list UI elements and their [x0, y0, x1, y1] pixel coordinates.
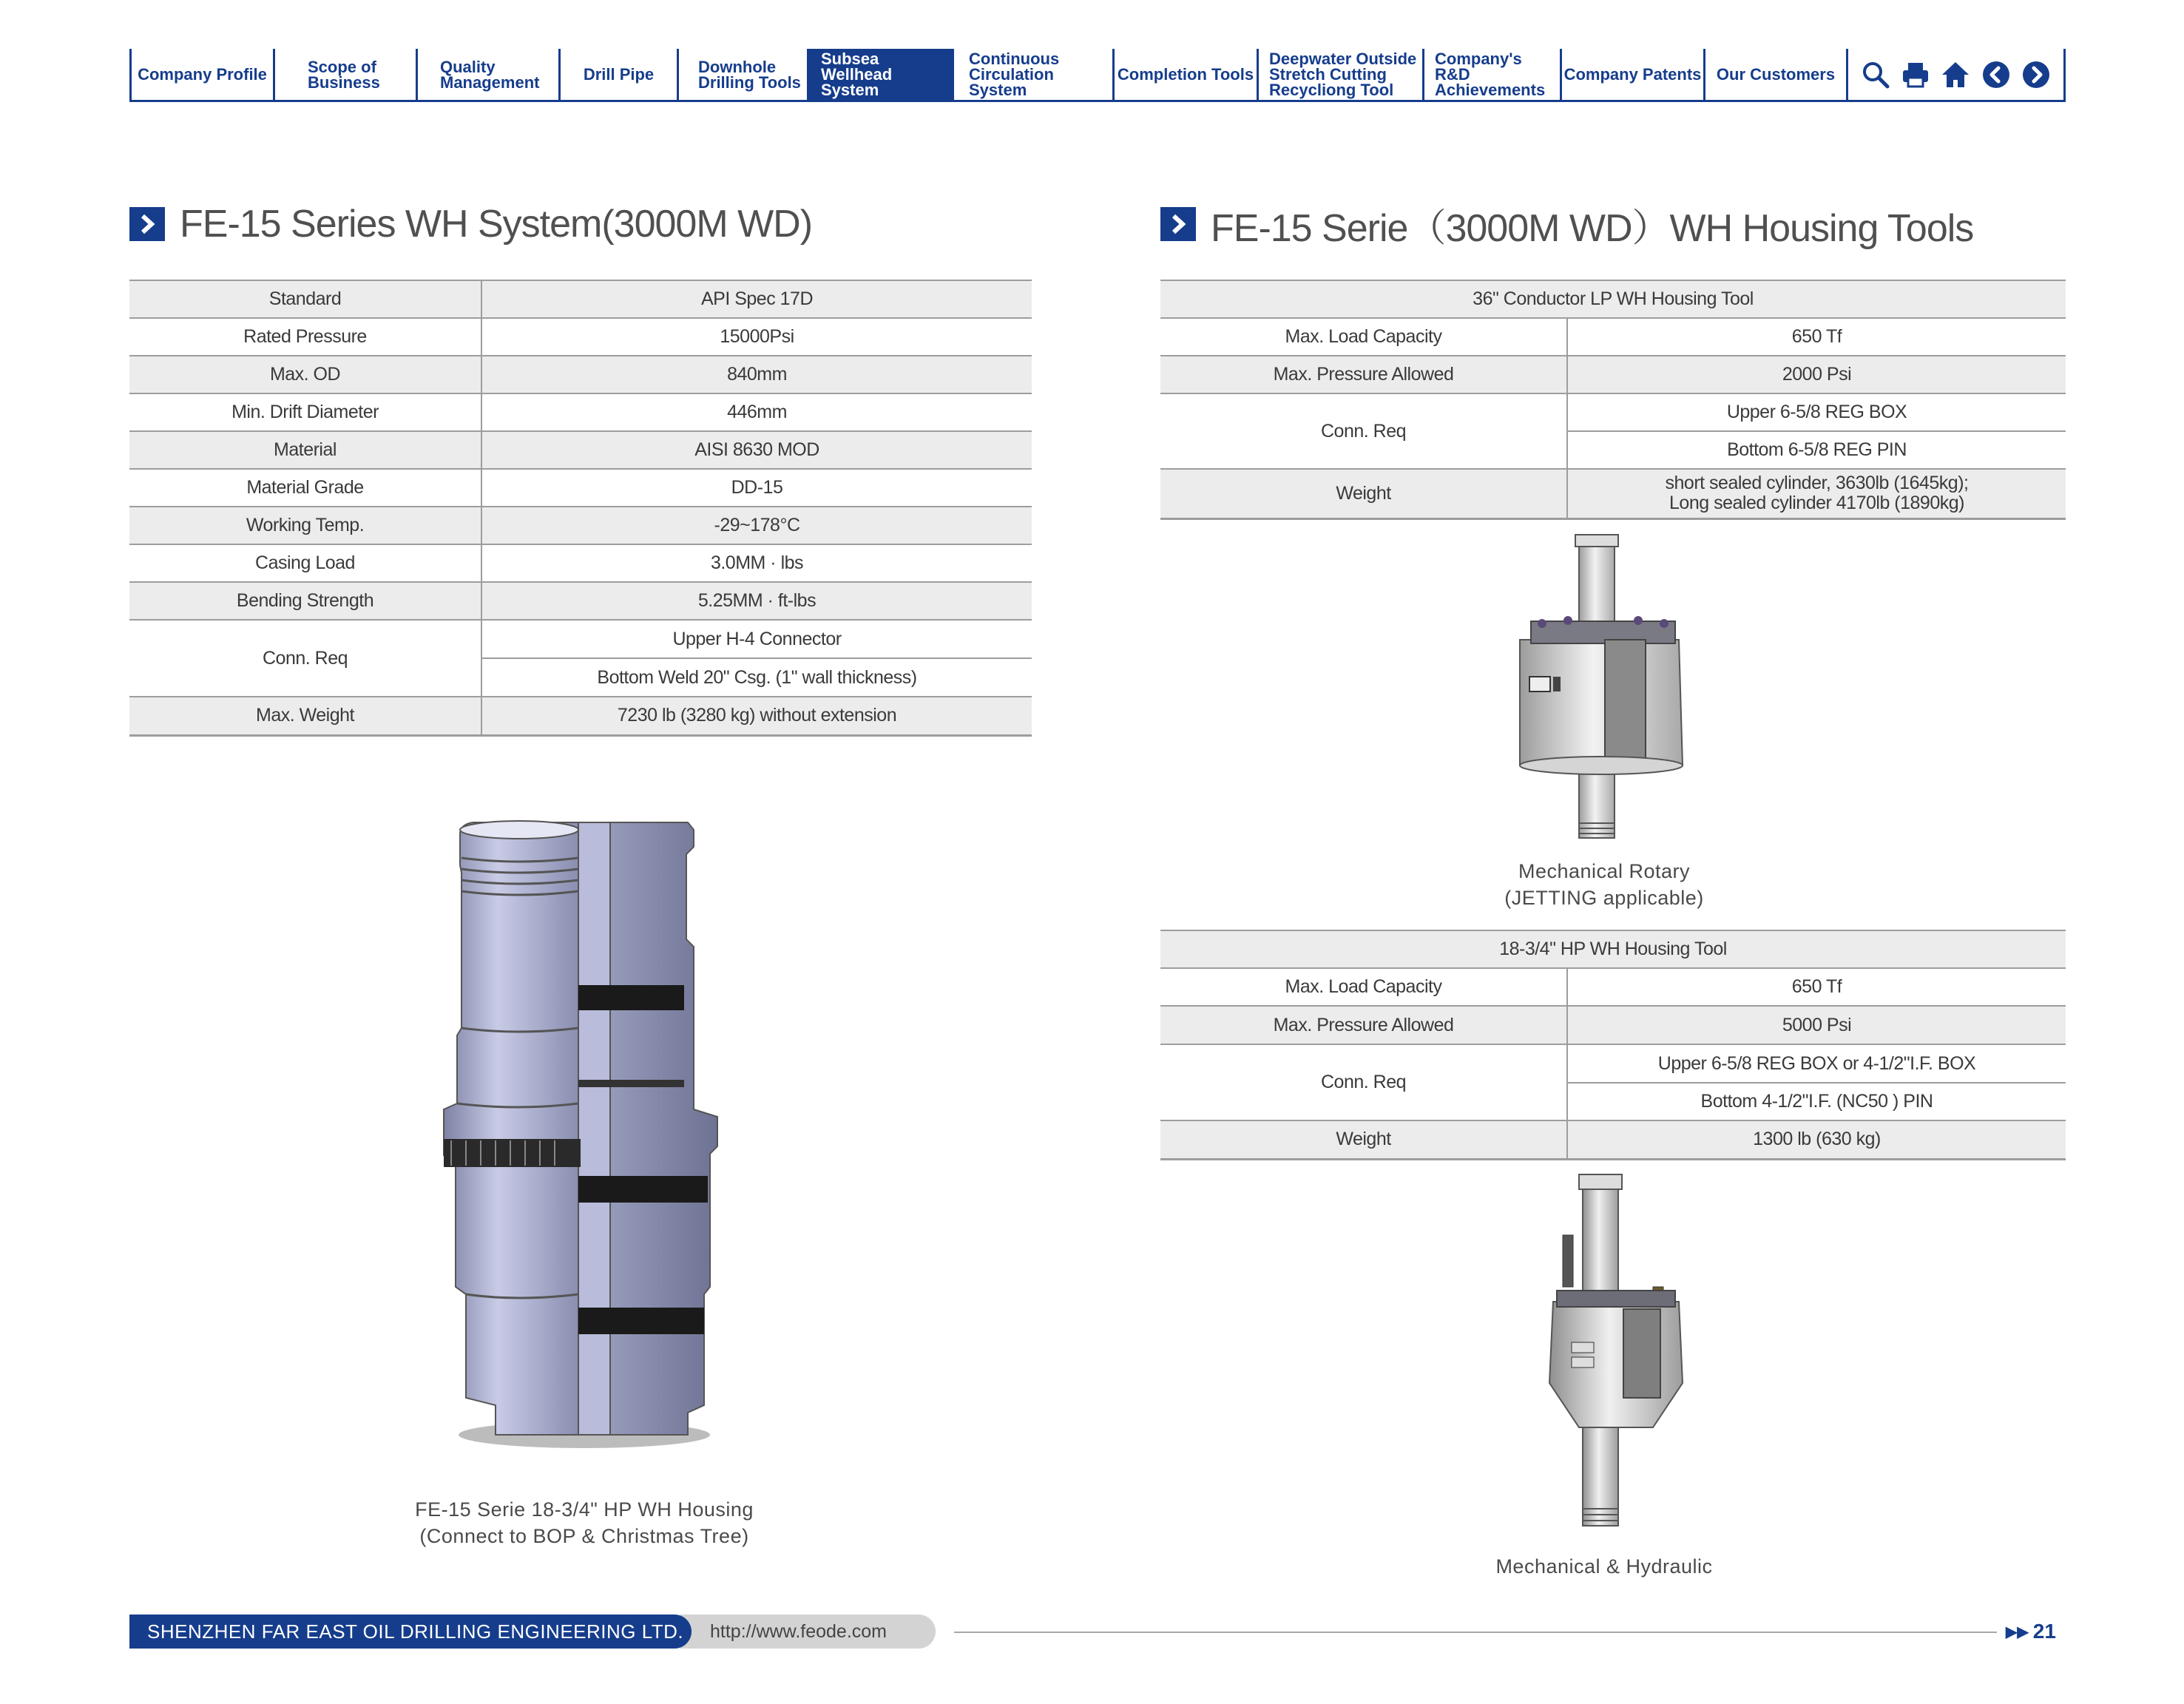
table-row — [1160, 356, 2066, 393]
weight-line: short sealed cylinder, 3630lb (1645kg); — [1665, 473, 1969, 494]
search-icon[interactable] — [1861, 60, 1890, 89]
caption-line: Mechanical Rotary — [1518, 860, 1691, 882]
footer-company-bar — [129, 1615, 692, 1649]
spec-value: 7230 lb (3280 kg) without extension — [481, 697, 1032, 735]
spec-value: Bottom Weld 20" Csg. (1" wall thickness) — [481, 658, 1032, 697]
spec-value: Upper 6-5/8 REG BOX or 4-1/2"I.F. BOX — [1567, 1044, 2066, 1083]
spec-label: Max. Load Capacity — [1160, 968, 1567, 1006]
mechanical-rotary-tool-image — [1509, 529, 1694, 854]
mechanical-rotary-caption — [1419, 858, 1789, 911]
page-number — [2006, 1617, 2056, 1646]
spec-label: Material — [129, 431, 481, 469]
hp-housing-tool-table — [1160, 930, 2066, 1160]
table-row — [129, 697, 1032, 735]
spec-label: Max. Pressure Allowed — [1160, 1006, 1567, 1044]
chevron-right-icon — [1160, 207, 1196, 241]
spec-value: 1300 lb (630 kg) — [1567, 1120, 2066, 1159]
spec-value: 2000 Psi — [1567, 356, 2066, 393]
spec-label: Conn. Req — [129, 620, 481, 697]
nav-completion-tools[interactable] — [1115, 49, 1259, 100]
spec-value: Upper 6-5/8 REG BOX — [1567, 393, 2066, 431]
spec-value: 446mm — [481, 393, 1032, 431]
nav-label: Deepwater Outside Stretch Cutting Recycliong Tool — [1269, 50, 1417, 99]
nav-label: Scope of Business — [308, 57, 380, 92]
spec-value: 650 Tf — [1567, 318, 2066, 356]
spec-label: Bending Strength — [129, 582, 481, 620]
spec-label: Weight — [1160, 1120, 1567, 1159]
nav-our-customers[interactable] — [1705, 49, 1848, 100]
spec-value: API Spec 17D — [481, 280, 1032, 318]
double-arrow-icon: ▶▶ — [2006, 1623, 2029, 1640]
spec-value: Bottom 4-1/2"I.F. (NC50 ) PIN — [1567, 1083, 2066, 1120]
wh-system-spec-table — [129, 280, 1032, 737]
print-icon[interactable] — [1901, 60, 1930, 89]
spec-value: 15000Psi — [481, 318, 1032, 356]
chevron-right-icon — [129, 207, 165, 241]
nav-label: Continuous Circulation System — [969, 50, 1060, 99]
spec-value: 5.25MM · ft-lbs — [481, 582, 1032, 620]
nav-label: Drill Pipe — [583, 65, 655, 84]
table-row — [1160, 469, 2066, 518]
home-icon[interactable] — [1941, 60, 1970, 89]
table-row — [129, 431, 1032, 469]
left-section-title — [129, 198, 812, 250]
table-row — [1160, 318, 2066, 356]
table-row — [129, 507, 1032, 544]
nav-quality-management[interactable] — [418, 49, 561, 100]
caption-line: (JETTING applicable) — [1504, 887, 1704, 909]
lp-housing-tool-table — [1160, 280, 2066, 520]
nav-label: Subsea Wellhead System — [821, 50, 893, 99]
spec-label: Standard — [129, 280, 481, 318]
spec-label: Max. OD — [129, 356, 481, 393]
nav-continuous-circulation-system[interactable] — [954, 49, 1115, 100]
table-row — [129, 469, 1032, 507]
section-title: FE-15 Serie（3000M WD）WH Housing Tools — [1211, 206, 1974, 250]
caption-line: FE-15 Serie 18-3/4" HP WH Housing — [415, 1498, 754, 1521]
spec-label: Working Temp. — [129, 507, 481, 544]
table-row — [129, 544, 1032, 582]
spec-label: Weight — [1160, 469, 1567, 518]
table-row — [129, 318, 1032, 356]
top-navigation — [129, 49, 2066, 102]
table-row — [1160, 393, 2066, 431]
nav-label: Company Patents — [1563, 65, 1702, 84]
table-row — [1160, 1120, 2066, 1159]
spec-value: AISI 8630 MOD — [481, 431, 1032, 469]
spec-label: Max. Load Capacity — [1160, 318, 1567, 356]
footer-company-name: SHENZHEN FAR EAST OIL DRILLING ENGINEERING LTD. — [147, 1620, 684, 1643]
nav-company-profile[interactable] — [132, 49, 275, 100]
nav-label: Quality Management — [440, 57, 540, 92]
footer-url-text: http://www.feode.com — [710, 1620, 888, 1642]
nav-drill-pipe[interactable] — [561, 49, 679, 100]
table-row — [129, 356, 1032, 393]
nav-label: Company's R&D Achievements — [1435, 50, 1546, 99]
nav-subsea-wellhead-system[interactable] — [809, 49, 954, 100]
spec-value: 3.0MM · lbs — [481, 544, 1032, 582]
spec-value: 650 Tf — [1567, 968, 2066, 1006]
spec-label: Max. Weight — [129, 697, 481, 735]
wh-housing-caption — [340, 1496, 828, 1549]
previous-icon[interactable] — [1981, 60, 2011, 89]
spec-label: Max. Pressure Allowed — [1160, 356, 1567, 393]
spec-value: Upper H-4 Connector — [481, 620, 1032, 658]
table-row — [129, 393, 1032, 431]
spec-value: DD-15 — [481, 469, 1032, 507]
nav-scope-of-business[interactable] — [275, 49, 418, 100]
spec-value: -29~178°C — [481, 507, 1032, 544]
table-row — [1160, 1006, 2066, 1044]
nav-label: Downhole Drilling Tools — [698, 57, 801, 92]
footer-url-link[interactable] — [680, 1615, 936, 1649]
nav-label: Company Profile — [138, 65, 267, 84]
spec-value: 840mm — [481, 356, 1032, 393]
caption-line: (Connect to BOP & Christmas Tree) — [419, 1525, 749, 1547]
nav-rd-achievements[interactable] — [1424, 49, 1562, 100]
next-icon[interactable] — [2021, 60, 2051, 89]
wh-housing-image — [414, 814, 754, 1464]
right-section-title — [1160, 198, 1973, 250]
nav-downhole-drilling-tools[interactable] — [679, 49, 809, 100]
table-header: 18-3/4" HP WH Housing Tool — [1160, 930, 2066, 968]
table-header: 36" Conductor LP WH Housing Tool — [1160, 280, 2066, 318]
table-row — [1160, 968, 2066, 1006]
weight-line: Long sealed cylinder 4170lb (1890kg) — [1669, 493, 1964, 514]
spec-label: Conn. Req — [1160, 393, 1567, 469]
spec-value: Bottom 6-5/8 REG PIN — [1567, 431, 2066, 469]
spec-label: Rated Pressure — [129, 318, 481, 356]
mechanical-hydraulic-caption — [1419, 1553, 1789, 1580]
spec-value — [1567, 469, 2066, 518]
table-row — [129, 280, 1032, 318]
table-row — [129, 582, 1032, 620]
nav-icon-group — [1848, 49, 2063, 100]
footer-divider — [954, 1632, 1997, 1633]
page-title: FE-15 Series WH System(3000M WD) — [180, 203, 813, 246]
spec-label: Conn. Req — [1160, 1044, 1567, 1120]
page-number-text: 21 — [2032, 1620, 2056, 1643]
spec-value: 5000 Psi — [1567, 1006, 2066, 1044]
table-header-row — [1160, 930, 2066, 968]
mechanical-hydraulic-tool-image — [1542, 1169, 1690, 1538]
table-row — [1160, 1044, 2066, 1083]
nav-label: Our Customers — [1716, 65, 1836, 84]
nav-company-patents[interactable] — [1562, 49, 1705, 100]
spec-label: Material Grade — [129, 469, 481, 507]
spec-label: Casing Load — [129, 544, 481, 582]
nav-label: Completion Tools — [1117, 65, 1254, 84]
caption-line: Mechanical & Hydraulic — [1495, 1555, 1713, 1578]
table-header-row — [1160, 280, 2066, 318]
table-row — [129, 620, 1032, 658]
spec-label: Min. Drift Diameter — [129, 393, 481, 431]
nav-deepwater-cutting-tool[interactable] — [1259, 49, 1424, 100]
